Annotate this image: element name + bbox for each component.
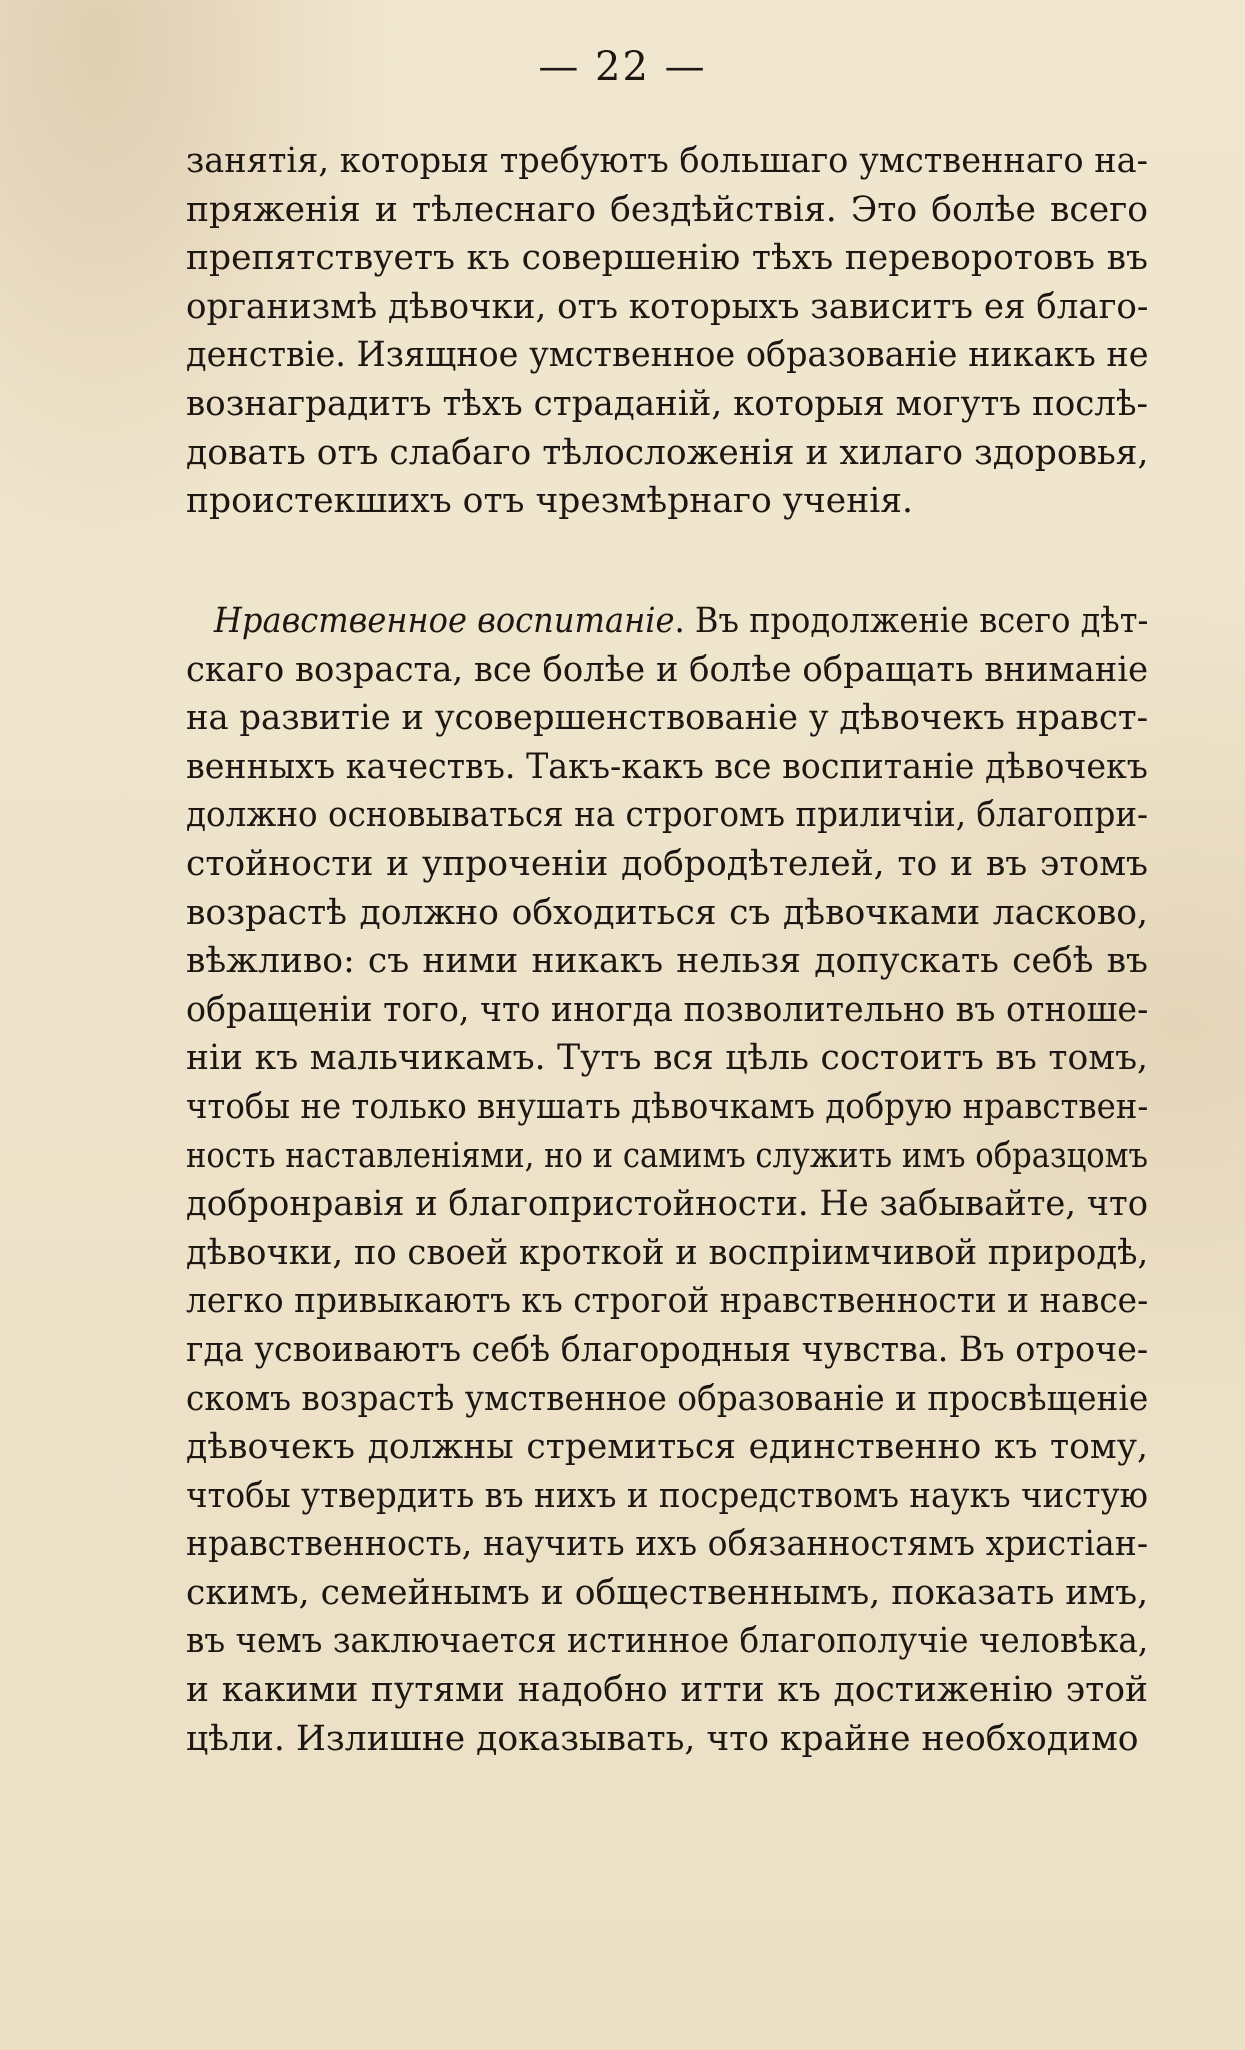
text-line: занятія, которыя требуютъ большаго умственнаго на- bbox=[186, 141, 1149, 181]
text-line: чтобы утвердить въ нихъ и посредствомъ наукъ чистую bbox=[186, 1475, 1149, 1516]
text-line: нравственность, научить ихъ обязанностямъ христіан- bbox=[186, 1524, 1149, 1565]
text-line: довать отъ слабаго тѣлосложенія и хилаго здоровья, bbox=[186, 432, 1149, 473]
text-line: дѣвочки, по своей кроткой и воспріимчивой природѣ, bbox=[186, 1232, 1149, 1273]
text-line: легко привыкаютъ къ строгой нравственности и навсе- bbox=[186, 1281, 1149, 1322]
paragraph-continuation bbox=[186, 137, 1148, 526]
text-line: должно основываться на строгомъ приличіи, благопри- bbox=[186, 795, 1149, 836]
text-line: добронравія и благопристойности. Не забывайте, что bbox=[186, 1184, 1149, 1225]
text-line: вѣжливо: съ ними никакъ нельзя допускать себѣ въ bbox=[186, 941, 1148, 982]
text-line: скаго возраста, все болѣе и болѣе обращать вниманіе bbox=[186, 649, 1149, 690]
text-line: гда усвоиваютъ себѣ благородныя чувства. Въ отроче- bbox=[186, 1329, 1149, 1370]
text-line: ніи къ мальчикамъ. Тутъ вся цѣль состоитъ въ томъ, bbox=[186, 1038, 1148, 1079]
text-line: и какими путями надобно итти къ достиженію этой bbox=[186, 1670, 1148, 1711]
text-line-first bbox=[186, 597, 1148, 646]
text-line: чтобы не только внушать дѣвочкамъ добрую нравствен- bbox=[186, 1086, 1149, 1127]
text-line: скомъ возрастѣ умственное образованіе и просвѣщеніе bbox=[186, 1378, 1149, 1419]
page-number: — 22 — bbox=[538, 44, 707, 90]
text-line-first-rest: . Въ продолженіе всего дѣт- bbox=[674, 601, 1149, 641]
text-line: препятствуетъ къ совершенію тѣхъ переворотовъ въ bbox=[186, 238, 1148, 279]
text-line: денствіе. Изящное умственное образованіе никакъ не bbox=[186, 335, 1149, 376]
text-line: организмѣ дѣвочки, отъ которыхъ зависитъ ея благо- bbox=[186, 286, 1149, 327]
text-line: обращеніи того, что иногда позволительно въ отноше- bbox=[186, 989, 1149, 1030]
text-line: венныхъ качествъ. Такъ-какъ все воспитаніе дѣвочекъ bbox=[186, 746, 1148, 787]
text-line: въ чемъ заключается истинное благополучіе человѣка, bbox=[186, 1621, 1149, 1662]
text-line: проистекшихъ отъ чрезмѣрнаго ученія. bbox=[186, 481, 913, 522]
text-line: скимъ, семейнымъ и общественнымъ, показать имъ, bbox=[186, 1572, 1149, 1613]
text-line: ность наставленіями, но и самимъ служить имъ образцомъ bbox=[186, 1135, 1148, 1176]
paragraph-moral-education bbox=[186, 597, 1148, 1763]
text-line: дѣвочекъ должны стремиться единственно къ тому, bbox=[186, 1427, 1148, 1468]
text-line: стойности и упроченіи добродѣтелей, то и въ этомъ bbox=[186, 843, 1148, 884]
text-line: вознаградитъ тѣхъ страданій, которыя могутъ послѣ- bbox=[186, 383, 1149, 424]
text-line: цѣли. Излишне доказывать, что крайне необходимо bbox=[186, 1718, 1139, 1759]
text-line: на развитіе и усовершенствованіе у дѣвочекъ нравст- bbox=[186, 698, 1149, 739]
text-line: возрастѣ должно обходиться съ дѣвочками ласково, bbox=[186, 892, 1148, 933]
section-heading: Нравственное воспитаніе bbox=[213, 601, 675, 641]
text-line: пряженія и тѣлеснаго бездѣйствія. Это болѣе всего bbox=[186, 189, 1148, 230]
